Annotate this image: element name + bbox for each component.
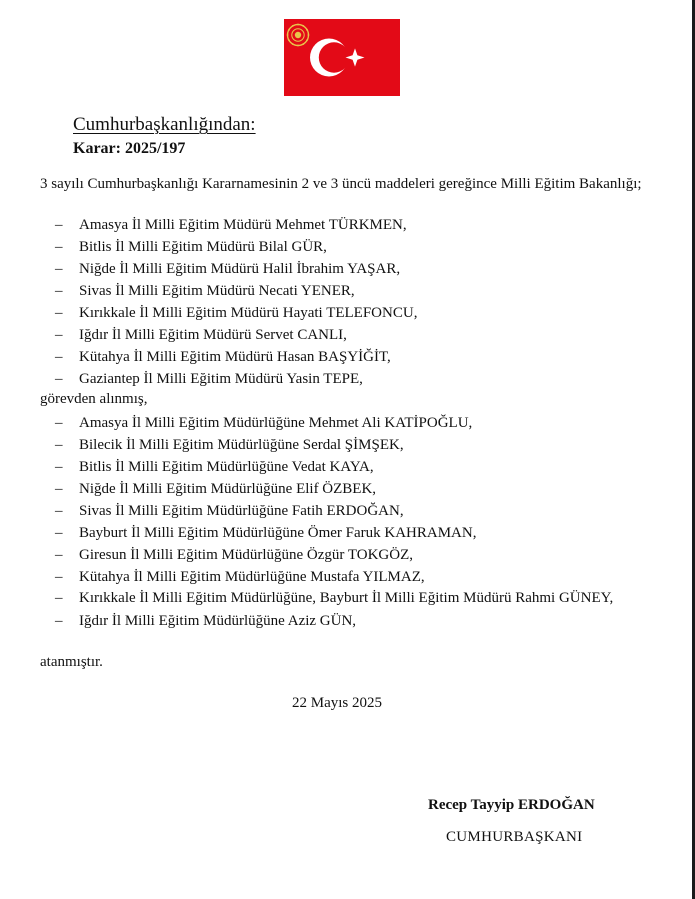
dash-bullet: –: [55, 437, 63, 453]
removed-label: görevden alınmış,: [40, 391, 148, 407]
list-item-text: Iğdır İl Milli Eğitim Müdürü Servet CANLI,: [79, 327, 347, 343]
list-item: [40, 500, 648, 522]
dash-bullet: –: [55, 349, 63, 365]
list-item: [40, 478, 648, 500]
list-item-text: Giresun İl Milli Eğitim Müdürlüğüne Özgür TOKGÖZ,: [79, 547, 413, 563]
dash-bullet: –: [55, 283, 63, 299]
dash-bullet: –: [55, 459, 63, 475]
list-item-text: Bitlis İl Milli Eğitim Müdürü Bilal GÜR,: [79, 239, 327, 255]
list-item: [40, 412, 648, 434]
list-item-text: Sivas İl Milli Eğitim Müdürlüğüne Fatih ERDOĞAN,: [79, 503, 404, 519]
turkish-flag-emblem: [284, 19, 400, 96]
decision-number: Karar: 2025/197: [73, 140, 186, 157]
signer-title: CUMHURBAŞKANI: [446, 829, 583, 845]
list-item-text: Amasya İl Milli Eğitim Müdürü Mehmet TÜRKMEN,: [79, 217, 407, 233]
flag-icon: [284, 19, 400, 96]
appointed-label: atanmıştır.: [40, 654, 103, 670]
list-item-text: Niğde İl Milli Eğitim Müdürlüğüne Elif ÖZBEK,: [79, 481, 377, 497]
crescent-inner: [319, 42, 349, 72]
list-item: [40, 214, 648, 236]
dash-bullet: –: [55, 305, 63, 321]
dash-bullet: –: [55, 261, 63, 277]
list-item: [40, 610, 648, 632]
list-item-text: Bilecik İl Milli Eğitim Müdürlüğüne Serdal ŞİMŞEK,: [79, 437, 404, 453]
list-item-text: Bitlis İl Milli Eğitim Müdürlüğüne Vedat KAYA,: [79, 459, 374, 475]
list-item-text: Niğde İl Milli Eğitim Müdürü Halil İbrahim YAŞAR,: [79, 261, 401, 277]
list-item: [40, 280, 648, 302]
issuer-heading: Cumhurbaşkanlığından:: [73, 114, 256, 135]
list-item: [40, 258, 648, 280]
dash-bullet: –: [55, 415, 63, 431]
list-item-text: Kütahya İl Milli Eğitim Müdürü Hasan BAŞYİĞİT,: [79, 349, 391, 365]
list-item-text: Amasya İl Milli Eğitim Müdürlüğüne Mehmet Ali KATİPOĞLU,: [79, 415, 473, 431]
list-item-text: Bayburt İl Milli Eğitim Müdürlüğüne Ömer Faruk KAHRAMAN,: [79, 525, 477, 541]
list-item: [40, 456, 648, 478]
dash-bullet: –: [55, 525, 63, 541]
dash-bullet: –: [55, 590, 63, 606]
dash-bullet: –: [55, 613, 63, 629]
dash-bullet: –: [55, 569, 63, 585]
list-item-text: Kırıkkale İl Milli Eğitim Müdürlüğüne, Bayburt İl Milli Eğitim Müdürü Rahmi GÜNEY,: [79, 590, 614, 606]
list-item: [40, 522, 648, 544]
list-item: [40, 588, 648, 610]
list-item: [40, 302, 648, 324]
list-item: [40, 368, 648, 390]
dash-bullet: –: [55, 371, 63, 387]
appointed-officials-list: [40, 412, 648, 632]
dash-bullet: –: [55, 481, 63, 497]
list-item: [40, 434, 648, 456]
signer-name: Recep Tayyip ERDOĞAN: [428, 797, 595, 813]
list-item-text: Iğdır İl Milli Eğitim Müdürlüğüne Aziz GÜN,: [79, 613, 357, 629]
list-item: [40, 544, 648, 566]
removed-officials-list: [40, 214, 648, 390]
dash-bullet: –: [55, 503, 63, 519]
list-item: [40, 236, 648, 258]
list-item-text: Sivas İl Milli Eğitim Müdürü Necati YENER,: [79, 283, 355, 299]
dash-bullet: –: [55, 547, 63, 563]
list-item: [40, 566, 648, 588]
list-item: [40, 324, 648, 346]
dash-bullet: –: [55, 217, 63, 233]
list-item-text: Kırıkkale İl Milli Eğitim Müdürü Hayati TELEFONCU,: [79, 305, 418, 321]
list-item: [40, 346, 648, 368]
intro-paragraph: 3 sayılı Cumhurbaşkanlığı Kararnamesinin 2 ve 3 üncü maddeleri gereğince Milli Eğitim Bakanlığı;: [40, 176, 642, 192]
list-item-text: Kütahya İl Milli Eğitim Müdürlüğüne Mustafa YILMAZ,: [79, 569, 425, 585]
list-item-text: Gaziantep İl Milli Eğitim Müdürü Yasin TEPE,: [79, 371, 363, 387]
dash-bullet: –: [55, 327, 63, 343]
dash-bullet: –: [55, 239, 63, 255]
decree-date: 22 Mayıs 2025: [292, 695, 382, 711]
